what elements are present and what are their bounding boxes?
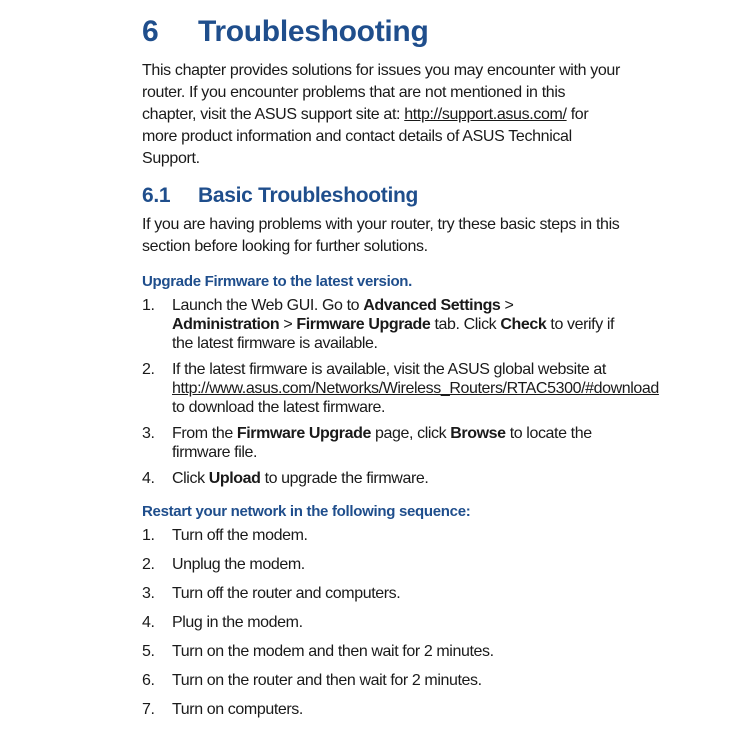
step-number: 6. — [142, 672, 155, 689]
text: Click — [172, 470, 209, 487]
text: Launch the Web GUI. Go to — [172, 297, 364, 314]
step-number: 2. — [142, 556, 155, 573]
list-item — [142, 424, 620, 462]
step-number: 1. — [142, 527, 155, 544]
text: > — [279, 316, 297, 333]
text: to verify if the latest firmware is available. — [172, 316, 615, 352]
firmware-heading: Upgrade Firmware to the latest version. — [142, 273, 413, 290]
step-text: Turn on the router and then wait for 2 minutes. — [172, 672, 482, 689]
list-item — [142, 613, 620, 633]
chapter-intro — [142, 60, 620, 170]
section-intro: If you are having problems with your router, try these basic steps in this section before looking for further solutions. — [142, 216, 620, 255]
bold-text: Administration — [172, 316, 280, 333]
download-link[interactable]: http://www.asus.com/Networks/Wireless_Routers/RTAC5300/#download — [172, 380, 659, 397]
text: If the latest firmware is available, visit the ASUS global website at — [172, 361, 606, 378]
intro-text-2: for more product information and contact details of ASUS Technical Support. — [142, 106, 589, 167]
list-item — [142, 555, 620, 575]
section-number: 6.1 — [142, 184, 171, 207]
step-number: 3. — [142, 585, 155, 602]
bold-text: Firmware Upgrade — [236, 425, 371, 442]
section-title — [142, 182, 620, 210]
restart-heading: Restart your network in the following sequence: — [142, 503, 471, 520]
step-text: Turn off the router and computers. — [172, 585, 401, 602]
list-item — [142, 469, 620, 488]
step-text: Unplug the modem. — [172, 556, 305, 573]
step-text: Turn on computers. — [172, 701, 303, 718]
text: to upgrade the firmware. — [260, 470, 429, 487]
text: From the — [172, 425, 237, 442]
step-number: 2. — [142, 361, 155, 378]
step-number: 3. — [142, 425, 155, 442]
restart-steps — [142, 526, 620, 720]
list-item — [142, 296, 620, 353]
step-number: 1. — [142, 297, 155, 314]
text: > — [500, 297, 514, 314]
text: page, click — [370, 425, 451, 442]
support-link[interactable]: http://support.asus.com/ — [404, 106, 567, 123]
chapter-number: 6 — [142, 15, 159, 48]
step-text — [172, 296, 620, 353]
list-item — [142, 526, 620, 546]
step-text: Turn off the modem. — [172, 527, 308, 544]
list-item — [142, 642, 620, 662]
chapter-title — [142, 14, 620, 50]
bold-text: Check — [500, 316, 547, 333]
step-text: Turn on the modem and then wait for 2 minutes. — [172, 643, 494, 660]
step-number: 7. — [142, 701, 155, 718]
section-title-text: Basic Troubleshooting — [198, 184, 419, 207]
bold-text: Upload — [208, 470, 261, 487]
text: to locate the firmware file. — [172, 425, 592, 461]
step-number: 4. — [142, 470, 155, 487]
step-text — [172, 469, 620, 488]
list-item — [142, 700, 620, 720]
text: to download the latest firmware. — [172, 399, 386, 416]
step-number: 5. — [142, 643, 155, 660]
list-item — [142, 584, 620, 604]
firmware-steps — [142, 296, 659, 488]
bold-text: Advanced Settings — [363, 297, 501, 314]
step-text — [172, 424, 620, 462]
intro-text-1: This chapter provides solutions for issues you may encounter with your router. If you encounter problems that are not mentioned in this chapter, visit the ASUS support site at: — [142, 62, 620, 123]
list-item — [142, 360, 659, 417]
step-text: Plug in the modem. — [172, 614, 303, 631]
step-text — [172, 360, 659, 417]
bold-text: Browse — [450, 425, 506, 442]
chapter-title-text: Troubleshooting — [198, 15, 429, 48]
text: tab. Click — [430, 316, 501, 333]
step-number: 4. — [142, 614, 155, 631]
bold-text: Firmware Upgrade — [296, 316, 431, 333]
list-item — [142, 671, 620, 691]
